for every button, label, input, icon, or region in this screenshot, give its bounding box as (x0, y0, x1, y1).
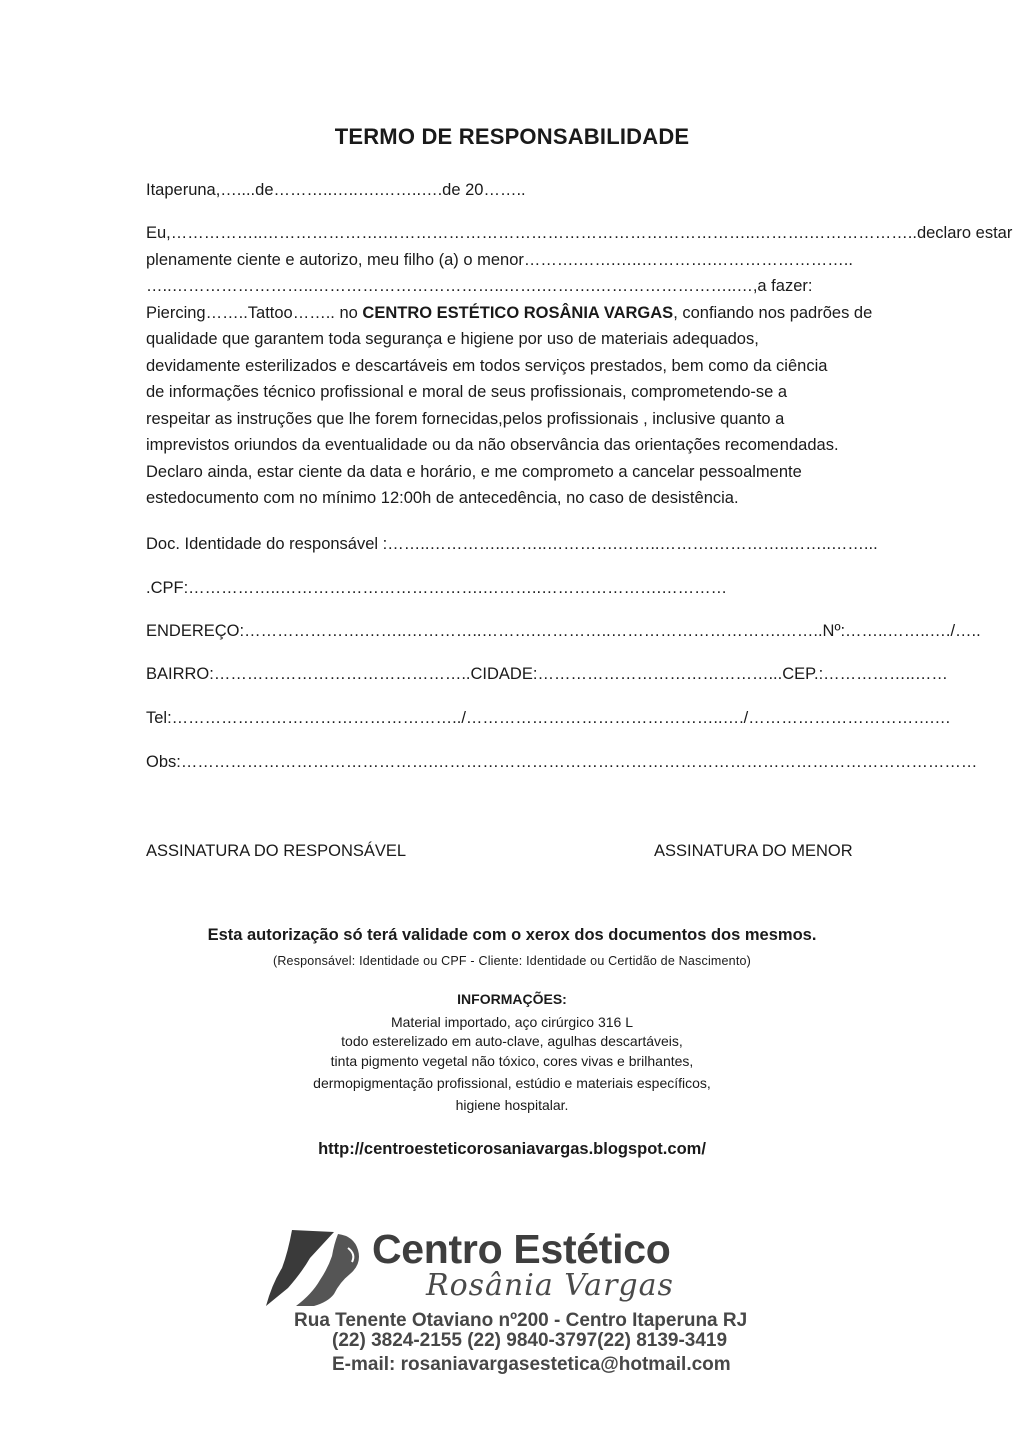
silhouette-logo-icon (262, 1228, 372, 1308)
paragraph-line: estedocumento com no mínimo 12:00h de antecedência, no caso de desistência. (146, 489, 739, 507)
piercing-line (146, 300, 886, 327)
paragraph-line: devidamente esterilizados e descartáveis em todos serviços prestados, bem como da ciência (146, 356, 828, 375)
declaration-paragraph (146, 220, 1013, 512)
info-line: dermopigmentação profissional, estúdio e materiais específicos, (313, 1075, 711, 1091)
validity-notice: Esta autorização só terá validade com o xerox dos documentos dos mesmos. (207, 926, 817, 944)
info-line: todo esterelizado em auto-clave, agulhas descartáveis, (341, 1033, 683, 1049)
info-line: Material importado, aço cirúrgico 316 L (390, 1014, 633, 1030)
info-line: tinta pigmento vegetal não tóxico, cores vivas e brilhantes, (330, 1053, 694, 1069)
field-obs[interactable]: Obs:……………………………………….……………………………………………………………………………………… (146, 753, 978, 771)
paragraph-line: qualidade que garantem toda segurança e higiene por uso de materiais adequados, (146, 330, 759, 348)
logo-brand: Centro Estético (372, 1226, 671, 1272)
paragraph-line: de informações técnico profissional e moral de seus profissionais, comprometendo-se a (146, 383, 788, 401)
paragraph-line: respeitar as instruções que lhe forem fornecidas,pelos profissionais , inclusive quanto a (146, 409, 785, 428)
field-doc-identidade[interactable]: Doc. Identidade do responsável :……..…………..……..………….……..……….…………..……..……... (146, 535, 878, 553)
field-tel[interactable]: Tel:……………………………………………../………………………………………..…./…………………………….… (146, 709, 951, 727)
info-line: higiene hospitalar. (455, 1097, 569, 1113)
company-name: CENTRO ESTÉTICO ROSÂNIA VARGAS (362, 303, 674, 322)
paragraph-line: imprevistos oriundos da eventualidade ou da não observância das orientações recomendadas. (146, 436, 839, 454)
info-title: INFORMAÇÕES: (457, 991, 567, 1007)
declaration-line: …..……………………..……………………………..…….……….……………………..…,a fazer: (146, 277, 813, 295)
logo-email: E-mail: rosaniavargasestetica@hotmail.com (332, 1354, 731, 1375)
piercing-suffix: , confiando nos padrões de (673, 303, 873, 322)
declaration-line: plenamente ciente e autorizo, meu filho (a) o menor……….…….…..………….…………………….. (146, 250, 853, 269)
paragraph-line: Declaro ainda, estar ciente da data e horário, e me comprometo a cancelar pessoalmente (146, 462, 802, 481)
date-line: Itaperuna,…....de………..…..….……..….de 20…….. (146, 181, 526, 199)
company-logo (262, 1226, 748, 1396)
blog-url[interactable]: http://centroesteticorosaniavargas.blogspot.com/ (318, 1140, 706, 1158)
declaration-line: Eu,……………..………………….…………………………………………………………..……….………………..declaro estar (146, 224, 1013, 242)
logo-subtitle: Rosânia Vargas (426, 1268, 674, 1303)
field-bairro-cidade-cep[interactable]: BAIRRO:………………………………………..CIDADE:……………………………………...CEP.:……………..…… (146, 665, 948, 683)
field-endereco[interactable]: ENDEREÇO:………………….……..…………..……….…………..………………………….……..Nº:……..……..…./….. (146, 622, 981, 640)
validity-subtext: (Responsável: Identidade ou CPF - Cliente: Identidade ou Certidão de Nascimento) (272, 954, 752, 968)
signature-responsavel: ASSINATURA DO RESPONSÁVEL (146, 842, 407, 860)
signature-menor: ASSINATURA DO MENOR (654, 842, 853, 860)
logo-phones: (22) 3824-2155 (22) 9840-3797(22) 8139-3419 (332, 1330, 728, 1351)
logo-address: Rua Tenente Otaviano nº200 - Centro Itaperuna RJ (294, 1310, 748, 1331)
piercing-prefix: Piercing……..Tattoo…….. no (146, 303, 363, 322)
field-cpf[interactable]: .CPF:……………..……………………………….………..………………….………… (146, 579, 728, 597)
document-title: TERMO DE RESPONSABILIDADE (334, 124, 690, 149)
